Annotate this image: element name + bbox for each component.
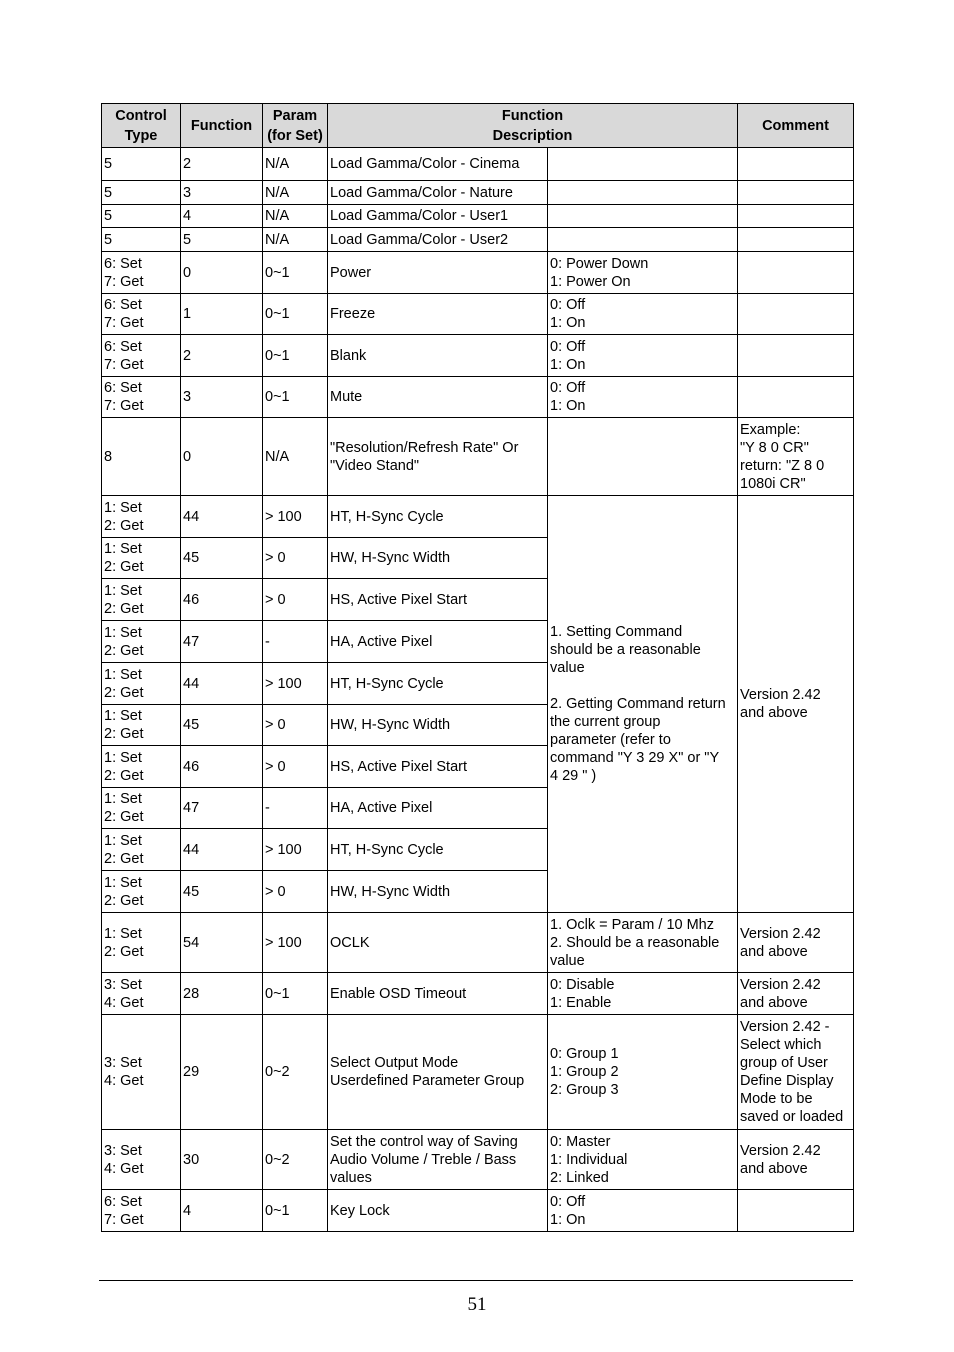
cell-values: 0: Group 1 1: Group 2 2: Group 3	[548, 1015, 738, 1130]
cell-comment	[738, 228, 854, 252]
cell-param: > 0	[263, 705, 328, 746]
cell-function: 4	[181, 205, 263, 228]
cell-comment	[738, 205, 854, 228]
cell-comment	[738, 252, 854, 294]
cell-values: 0: Off 1: On	[548, 294, 738, 335]
cell-control: 6: Set 7: Get	[102, 294, 181, 335]
cell-description: Select Output Mode Userdefined Parameter Group	[328, 1015, 548, 1130]
cell-control: 1: Set 2: Get	[102, 788, 181, 829]
cell-values: 1. Oclk = Param / 10 Mhz 2. Should be a reasonable value	[548, 913, 738, 973]
cell-control: 1: Set 2: Get	[102, 579, 181, 621]
cell-description: HS, Active Pixel Start	[328, 579, 548, 621]
cell-control: 1: Set 2: Get	[102, 829, 181, 871]
cell-comment	[738, 335, 854, 377]
cell-description: Key Lock	[328, 1190, 548, 1232]
cell-description: Load Gamma/Color - User1	[328, 205, 548, 228]
table-row	[102, 294, 854, 335]
cell-function: 46	[181, 746, 263, 788]
cell-function: 3	[181, 377, 263, 418]
cell-control: 5	[102, 148, 181, 181]
cell-param: -	[263, 788, 328, 829]
cell-values: 0: Disable 1: Enable	[548, 973, 738, 1015]
header-description: Function Description	[328, 104, 738, 148]
table-row	[102, 181, 854, 205]
cell-param: > 100	[263, 913, 328, 973]
table-row	[102, 335, 854, 377]
cell-values	[548, 205, 738, 228]
cell-function: 45	[181, 705, 263, 746]
cell-param: > 0	[263, 871, 328, 913]
cell-param: -	[263, 621, 328, 663]
cell-param: N/A	[263, 418, 328, 496]
cell-values	[548, 181, 738, 205]
table-row	[102, 496, 854, 538]
cell-description: Power	[328, 252, 548, 294]
cell-function: 2	[181, 148, 263, 181]
cell-param: 0~1	[263, 335, 328, 377]
cell-description: OCLK	[328, 913, 548, 973]
cell-description: Set the control way of Saving Audio Volume / Treble / Bass values	[328, 1130, 548, 1190]
header-param: Param (for Set)	[263, 104, 328, 148]
cell-values	[548, 228, 738, 252]
cell-control: 8	[102, 418, 181, 496]
cell-control: 6: Set 7: Get	[102, 377, 181, 418]
cell-description: Enable OSD Timeout	[328, 973, 548, 1015]
cell-control: 1: Set 2: Get	[102, 746, 181, 788]
cell-control: 6: Set 7: Get	[102, 1190, 181, 1232]
cell-function: 0	[181, 418, 263, 496]
cell-control: 5	[102, 205, 181, 228]
cell-control: 1: Set 2: Get	[102, 621, 181, 663]
cell-values	[548, 148, 738, 181]
cell-description: Load Gamma/Color - User2	[328, 228, 548, 252]
header-comment: Comment	[738, 104, 854, 148]
cell-control: 1: Set 2: Get	[102, 663, 181, 705]
cell-param: N/A	[263, 181, 328, 205]
cell-function: 44	[181, 663, 263, 705]
cell-param: 0~1	[263, 252, 328, 294]
table-row	[102, 252, 854, 294]
cell-function: 0	[181, 252, 263, 294]
cell-param: 0~2	[263, 1015, 328, 1130]
cell-description: Mute	[328, 377, 548, 418]
cell-control: 3: Set 4: Get	[102, 1130, 181, 1190]
cell-function: 45	[181, 538, 263, 579]
header-row	[102, 104, 854, 148]
cell-values: 0: Power Down 1: Power On	[548, 252, 738, 294]
cell-param: > 100	[263, 829, 328, 871]
cell-comment	[738, 1190, 854, 1232]
cell-comment: Version 2.42 - Select which group of User Define Display Mode to be saved or loaded	[738, 1015, 854, 1130]
cell-control: 3: Set 4: Get	[102, 1015, 181, 1130]
cell-comment: Version 2.42 and above	[738, 913, 854, 973]
cell-control: 5	[102, 228, 181, 252]
cell-param: 0~1	[263, 973, 328, 1015]
table-row	[102, 228, 854, 252]
table-row	[102, 913, 854, 973]
table-row	[102, 973, 854, 1015]
page-number: 51	[467, 1294, 487, 1315]
cell-function: 30	[181, 1130, 263, 1190]
cell-comment: Example: "Y 8 0 CR" return: "Z 8 0 1080i CR"	[738, 418, 854, 496]
cell-param: 0~2	[263, 1130, 328, 1190]
cell-comment	[738, 148, 854, 181]
cell-param: > 0	[263, 538, 328, 579]
table-row	[102, 1190, 854, 1232]
cell-control: 3: Set 4: Get	[102, 973, 181, 1015]
cell-param: 0~1	[263, 294, 328, 335]
cell-comment	[738, 294, 854, 335]
cell-function: 2	[181, 335, 263, 377]
cell-function: 4	[181, 1190, 263, 1232]
cell-param: > 0	[263, 746, 328, 788]
cell-param: 0~1	[263, 377, 328, 418]
cell-param: N/A	[263, 205, 328, 228]
cell-param: > 0	[263, 579, 328, 621]
table-row	[102, 148, 854, 181]
cell-description: HW, H-Sync Width	[328, 705, 548, 746]
cell-control: 1: Set 2: Get	[102, 871, 181, 913]
cell-description: HT, H-Sync Cycle	[328, 829, 548, 871]
cell-comment: Version 2.42 and above	[738, 1130, 854, 1190]
cell-control: 6: Set 7: Get	[102, 335, 181, 377]
cell-values: 0: Off 1: On	[548, 335, 738, 377]
cell-description: HA, Active Pixel	[328, 788, 548, 829]
cell-control: 5	[102, 181, 181, 205]
table-row	[102, 1130, 854, 1190]
cell-description: Load Gamma/Color - Nature	[328, 181, 548, 205]
cell-comment	[738, 181, 854, 205]
cell-function: 54	[181, 913, 263, 973]
cell-control: 6: Set 7: Get	[102, 252, 181, 294]
cell-description: HA, Active Pixel	[328, 621, 548, 663]
header-control-type: Control Type	[102, 104, 181, 148]
cell-values: 0: Off 1: On	[548, 1190, 738, 1232]
cell-description: Load Gamma/Color - Cinema	[328, 148, 548, 181]
cell-control: 1: Set 2: Get	[102, 705, 181, 746]
cell-values	[548, 418, 738, 496]
cell-param: N/A	[263, 228, 328, 252]
cell-function: 47	[181, 621, 263, 663]
cell-function: 5	[181, 228, 263, 252]
cell-function: 29	[181, 1015, 263, 1130]
cell-description: Blank	[328, 335, 548, 377]
cell-function: 47	[181, 788, 263, 829]
cell-values-timing-group: 1. Setting Command should be a reasonable value 2. Getting Command return the current group parameter (refer to command "Y 3 29 X" or "Y 4 29 " )	[548, 496, 738, 913]
cell-function: 45	[181, 871, 263, 913]
cell-description: HW, H-Sync Width	[328, 871, 548, 913]
cell-control: 1: Set 2: Get	[102, 538, 181, 579]
cell-function: 46	[181, 579, 263, 621]
cell-param: 0~1	[263, 1190, 328, 1232]
cell-function: 28	[181, 973, 263, 1015]
table-row	[102, 418, 854, 496]
cell-description: Freeze	[328, 294, 548, 335]
table-row	[102, 377, 854, 418]
cell-param: > 100	[263, 663, 328, 705]
table-row	[102, 1015, 854, 1130]
cell-function: 44	[181, 829, 263, 871]
cell-description: "Resolution/Refresh Rate" Or "Video Stand"	[328, 418, 548, 496]
cell-control: 1: Set 2: Get	[102, 913, 181, 973]
cell-control: 1: Set 2: Get	[102, 496, 181, 538]
cell-description: HW, H-Sync Width	[328, 538, 548, 579]
cell-param: > 100	[263, 496, 328, 538]
cell-param: N/A	[263, 148, 328, 181]
table-row	[102, 205, 854, 228]
cell-function: 1	[181, 294, 263, 335]
cell-description: HT, H-Sync Cycle	[328, 663, 548, 705]
cell-comment: Version 2.42 and above	[738, 973, 854, 1015]
cell-description: HS, Active Pixel Start	[328, 746, 548, 788]
cell-function: 44	[181, 496, 263, 538]
cell-values: 0: Master 1: Individual 2: Linked	[548, 1130, 738, 1190]
cell-values: 0: Off 1: On	[548, 377, 738, 418]
footer-rule	[99, 1280, 853, 1281]
cell-function: 3	[181, 181, 263, 205]
header-function: Function	[181, 104, 263, 148]
command-table	[101, 103, 854, 1232]
cell-comment-timing-group: Version 2.42 and above	[738, 496, 854, 913]
cell-description: HT, H-Sync Cycle	[328, 496, 548, 538]
cell-comment	[738, 377, 854, 418]
